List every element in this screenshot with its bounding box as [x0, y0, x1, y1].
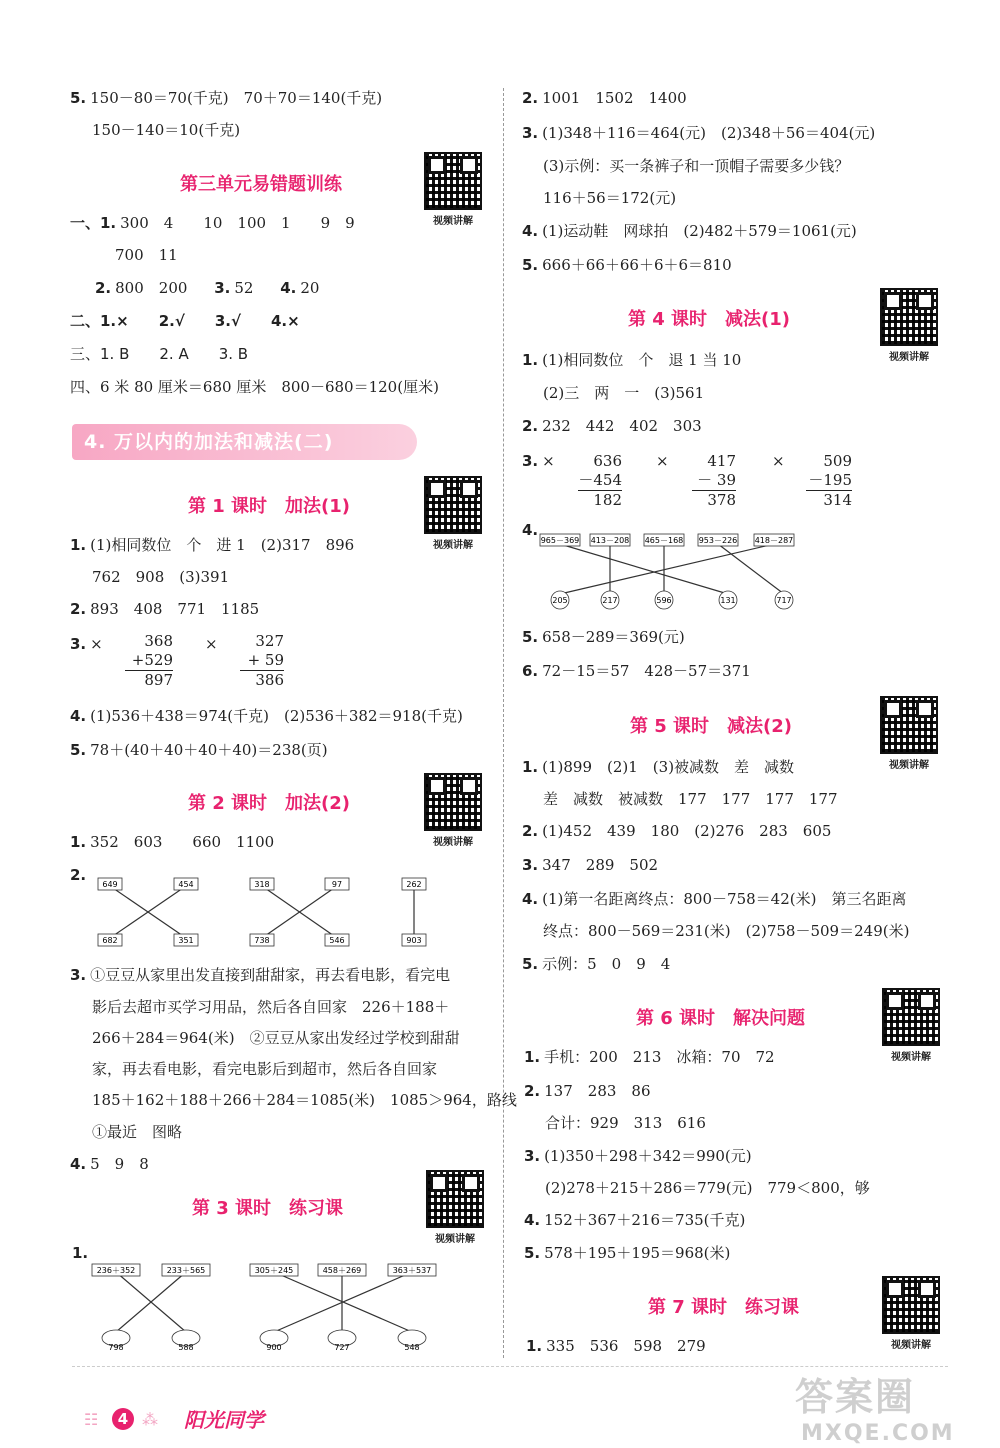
k4-answer-3-x2: ×: [656, 452, 669, 470]
match-line: [718, 544, 784, 594]
qr-code-icon: [424, 152, 482, 210]
k5-answer-4: 4. (1)第一名距离终点：800－758＝42(米) 第三名距离: [522, 890, 907, 908]
u3-answer-si: 四、6 米 80 厘米＝680 厘米 800－680＝120(厘米): [70, 378, 439, 396]
k2-answer-3-l3: 266＋284＝964(米) ②豆豆从家出发经过学校到甜甜: [92, 1029, 460, 1047]
k2-top-0: 649: [102, 880, 118, 889]
u3-answer-2-4: 2. 800 200 3. 52 4. 20: [95, 279, 320, 297]
qr-code[interactable]: 视频讲解: [426, 1170, 484, 1245]
k1-answer-3: 3. ×: [70, 635, 103, 653]
k3-top-labels: [92, 1264, 436, 1276]
r-answer-5: 5. 666＋66＋66＋6＋6＝810: [522, 256, 732, 274]
k4-top-4: 418－287: [754, 536, 794, 545]
k4-top-1: 413－208: [590, 536, 630, 545]
k4-vertical-calc-3: 509 －195 314: [806, 452, 852, 510]
k4-bottom-labels: [551, 591, 793, 609]
k3-bot-1: 588: [178, 1343, 194, 1352]
k4-top-0: 965－369: [540, 536, 580, 545]
k3-bottom-labels: [102, 1330, 426, 1352]
qr-code-icon: [880, 696, 938, 754]
k2-answer-2: 2.: [70, 866, 87, 884]
k5-answer-5: 5. 示例：5 0 9 4: [522, 955, 671, 973]
page-number: 4: [112, 1408, 134, 1430]
watermark: 答案圈 MXQE.COM: [795, 1375, 955, 1446]
r-answer-2: 2. 1001 1502 1400: [522, 89, 687, 107]
answer-5-cont: 150－140＝10(千克): [92, 121, 241, 139]
r-answer-4: 4. (1)运动鞋 网球拍 (2)482＋579＝1061(元): [522, 222, 857, 240]
k2-title: 第 2 课时 加法(2): [188, 793, 351, 814]
k3-top-1: 233＋565: [166, 1266, 206, 1275]
qr-code[interactable]: 视频讲解: [424, 152, 482, 227]
k2-bottom-labels: [98, 934, 426, 946]
qr-code[interactable]: 视频讲解: [424, 476, 482, 551]
k2-answer-4: 4. 5 9 8: [70, 1155, 149, 1173]
k2-answer-3-l6: ①最近 图略: [92, 1123, 183, 1141]
k4-bot-4: 717: [776, 596, 792, 605]
k3-bot-0: 798: [108, 1343, 124, 1352]
k4-answer-1-cont: (2)三 两 一 (3)561: [543, 384, 705, 402]
k5-title: 第 5 课时 减法(2): [630, 716, 793, 737]
k3-top-4: 363＋537: [392, 1266, 432, 1275]
k1-answer-4: 4. (1)536＋438＝974(千克) (2)536＋382＝918(千克): [70, 707, 463, 725]
k3-bot-2: 900: [266, 1343, 282, 1352]
k4-top-2: 465－168: [644, 536, 684, 545]
k5-answer-2: 2. (1)452 439 180 (2)276 283 605: [522, 822, 832, 840]
match-line: [560, 544, 728, 594]
k6-title: 第 6 课时 解决问题: [636, 1008, 806, 1029]
k4-bot-3: 131: [720, 596, 736, 605]
answer-5: 5. 150－80＝70(千克) 70＋70＝140(千克): [70, 89, 383, 107]
k6-answer-2: 2. 137 283 86: [524, 1082, 651, 1100]
k2-bot-2: 738: [254, 936, 270, 945]
k4-answer-4: 4.: [522, 521, 539, 539]
k1-answer-3-x2: ×: [205, 635, 218, 653]
k4-vertical-calc-1: 636 －454 182: [578, 452, 622, 509]
k7-answer-1: 1. 335 536 598 279: [526, 1337, 706, 1355]
r-answer-3-l2: (3)示例：买一条裤子和一顶帽子需要多少钱？: [543, 157, 850, 175]
k4-answer-5: 5. 658－289＝369(元): [522, 628, 685, 646]
k2-top-1: 454: [178, 880, 194, 889]
k2-bot-3: 546: [329, 936, 345, 945]
r-answer-3: 3. (1)348＋116＝464(元) (2)348＋56＝404(元): [522, 124, 876, 142]
qr-code[interactable]: 视频讲解: [880, 696, 938, 771]
u3-answer-san: 三、1. B 2. A 3. B: [70, 345, 249, 363]
k1-answer-1-cont: 762 908 (3)391: [92, 568, 230, 586]
k5-answer-1: 1. (1)899 (2)1 (3)被减数 差 减数: [522, 758, 795, 776]
k4-title: 第 4 课时 减法(1): [628, 309, 791, 330]
k7-title: 第 7 课时 练习课: [648, 1297, 800, 1318]
k3-top-3: 458＋269: [322, 1266, 362, 1275]
unit3-title: 第三单元易错题训练: [180, 174, 342, 195]
k2-answer-3: 3. ①豆豆从家里出发直接到甜甜家，再去看电影，看完电: [70, 966, 451, 984]
k2-top-3: 97: [331, 880, 343, 889]
k3-answer-1: 1.: [72, 1244, 89, 1262]
k6-answer-3-cont: (2)278＋215＋286＝779(元) 779＜800，够: [545, 1179, 870, 1197]
k3-top-0: 236＋352: [96, 1266, 136, 1275]
k4-bot-0: 205: [552, 596, 568, 605]
k1-answer-2: 2. 893 408 771 1185: [70, 600, 260, 618]
k4-answer-6: 6. 72－15＝57 428－57＝371: [522, 662, 751, 680]
k1-vertical-calc-2: 327 + 59 386: [240, 632, 284, 690]
k5-answer-1-cont: 差 减数 被减数 177 177 177 177: [543, 790, 838, 808]
k2-answer-3-l2: 影后去超市买学习用品，然后各自回家 226＋188＋: [92, 998, 450, 1016]
k2-bot-4: 903: [406, 936, 422, 945]
k3-matching-diagram: [90, 1252, 440, 1358]
k4-bot-1: 217: [602, 596, 618, 605]
k2-top-2: 318: [254, 880, 270, 889]
k2-matching-diagram: [92, 868, 432, 954]
k6-answer-3: 3. (1)350＋298＋342＝990(元): [524, 1147, 752, 1165]
k4-answer-3: 3. ×: [522, 452, 555, 470]
qr-code-icon: [424, 773, 482, 831]
r-answer-3-l3: 116＋56＝172(元): [543, 189, 677, 207]
qr-code-icon: [424, 476, 482, 534]
k4-answer-1: 1. (1)相同数位 个 退 1 当 10: [522, 351, 742, 369]
k2-top-4: 262: [406, 880, 422, 889]
k1-vertical-calc-1: 368 +529 897: [125, 632, 173, 690]
qr-code-icon: [882, 988, 940, 1046]
qr-code-icon: [882, 1276, 940, 1334]
k4-matching-diagram: [538, 520, 808, 620]
k3-bot-3: 727: [334, 1343, 350, 1352]
decoration-icon: ⁂: [142, 1410, 158, 1429]
k4-answer-3-x3: ×: [772, 452, 785, 470]
match-line: [560, 544, 774, 594]
brand-logo: 阳光同学: [184, 1408, 264, 1432]
k3-top-2: 305＋245: [254, 1266, 294, 1275]
k1-answer-5: 5. 78＋(40＋40＋40＋40)＝238(页): [70, 741, 328, 759]
qr-code-icon: [880, 288, 938, 346]
u3-answer-1-cont: 700 11: [115, 246, 178, 264]
k6-answer-1: 1. 手机：200 213 冰箱：70 72: [524, 1048, 775, 1066]
k4-top-3: 953－226: [698, 536, 738, 545]
decoration-icon: ☷: [84, 1410, 99, 1429]
k2-bot-0: 682: [102, 936, 118, 945]
k4-top-labels: [540, 534, 794, 546]
k3-bot-4: 548: [404, 1343, 420, 1352]
k1-title: 第 1 课时 加法(1): [188, 496, 351, 517]
qr-code[interactable]: 视频讲解: [880, 288, 938, 363]
k6-answer-2-total: 合计：929 313 616: [545, 1114, 706, 1132]
k2-answer-3-l5: 185＋162＋188＋266＋284＝1085(米) 1085＞964，路线: [92, 1091, 517, 1109]
qr-code[interactable]: 视频讲解: [882, 988, 940, 1063]
qr-code[interactable]: 视频讲解: [882, 1276, 940, 1351]
qr-code-icon: [426, 1170, 484, 1228]
k4-answer-2: 2. 232 442 402 303: [522, 417, 702, 435]
k2-answer-3-l4: 家，再去看电影，看完电影后到超市，然后各自回家: [92, 1060, 438, 1078]
k6-answer-5: 5. 578＋195＋195＝968(米): [524, 1244, 731, 1262]
k6-answer-4: 4. 152＋367＋216＝735(千克): [524, 1211, 746, 1229]
column-divider: [503, 88, 504, 1358]
k2-top-labels: [98, 878, 426, 890]
k2-bot-1: 351: [178, 936, 194, 945]
k5-answer-3: 3. 347 289 502: [522, 856, 659, 874]
qr-code[interactable]: 视频讲解: [424, 773, 482, 848]
k3-title: 第 3 课时 练习课: [192, 1198, 344, 1219]
k4-vertical-calc-2: 417 － 39 378: [692, 452, 736, 510]
k2-answer-1: 1. 352 603 660 1100: [70, 833, 275, 851]
k5-answer-4-cont: 终点：800－569＝231(米) (2)758－509＝249(米): [543, 922, 910, 940]
u3-answer-1: 一、1. 300 4 10 100 1 9 9: [70, 214, 355, 232]
unit4-banner: 4. 万以内的加法和减法(二): [72, 424, 417, 460]
u3-answer-er: 二、1.× 2.√ 3.√ 4.×: [70, 312, 300, 330]
k4-bot-2: 596: [656, 596, 672, 605]
k1-answer-1: 1. (1)相同数位 个 进 1 (2)317 896: [70, 536, 355, 554]
